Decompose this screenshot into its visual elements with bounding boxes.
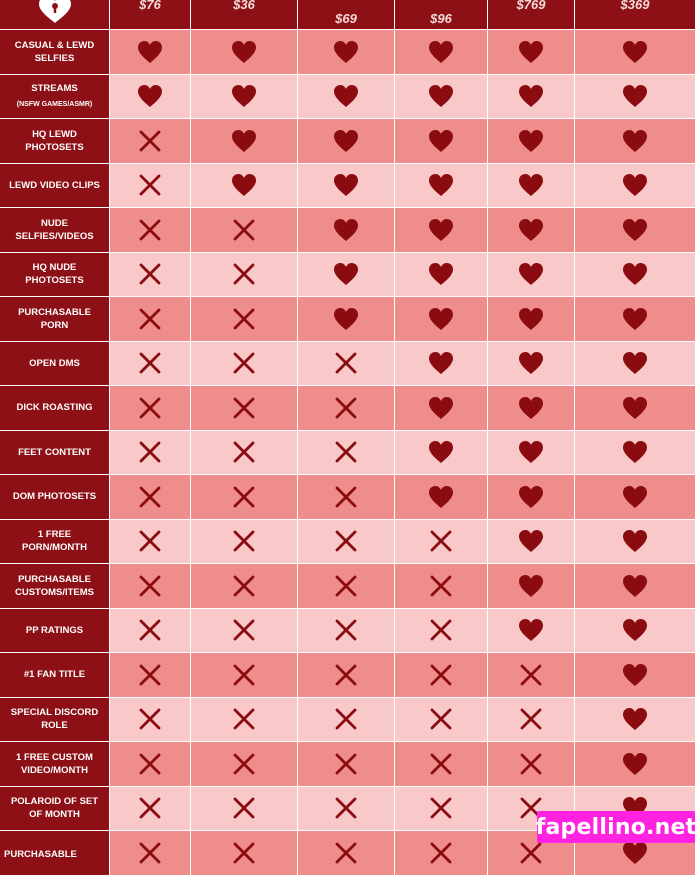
- tier-price-6: [575, 0, 696, 30]
- feature-label-cell: [0, 698, 110, 743]
- heart-icon: [137, 84, 163, 108]
- x-icon: [231, 529, 257, 553]
- excluded-cell: [110, 253, 191, 298]
- feature-label-cell: [0, 431, 110, 476]
- feature-row: [0, 431, 696, 476]
- price-header-row: [0, 0, 696, 30]
- tier-price-label: $76: [139, 0, 161, 12]
- excluded-cell: [191, 431, 298, 476]
- included-cell: [395, 342, 488, 387]
- excluded-cell: [110, 342, 191, 387]
- tier-price-label: $36: [233, 0, 255, 12]
- feature-label: DICK ROASTING: [16, 402, 93, 414]
- tier-price-label: $96: [430, 11, 452, 26]
- heart-icon: [518, 440, 544, 464]
- feature-label-cell: [0, 520, 110, 565]
- excluded-cell: [110, 564, 191, 609]
- x-icon: [231, 485, 257, 509]
- x-icon: [137, 485, 163, 509]
- included-cell: [298, 208, 395, 253]
- x-icon: [428, 574, 454, 598]
- x-icon: [333, 752, 359, 776]
- x-icon: [518, 663, 544, 687]
- excluded-cell: [395, 564, 488, 609]
- feature-label-cell: [0, 208, 110, 253]
- included-cell: [488, 30, 575, 75]
- x-icon: [137, 841, 163, 865]
- included-cell: [575, 119, 696, 164]
- included-cell: [575, 164, 696, 209]
- x-icon: [333, 618, 359, 642]
- excluded-cell: [395, 787, 488, 832]
- heart-icon: [518, 129, 544, 153]
- x-icon: [231, 396, 257, 420]
- included-cell: [575, 208, 696, 253]
- included-cell: [488, 475, 575, 520]
- x-icon: [428, 707, 454, 731]
- excluded-cell: [298, 653, 395, 698]
- tier-price-label: $69: [335, 11, 357, 26]
- feature-label: PURCHASABLE: [4, 849, 77, 861]
- heart-icon: [333, 262, 359, 286]
- included-cell: [488, 520, 575, 565]
- included-cell: [575, 698, 696, 743]
- x-icon: [137, 752, 163, 776]
- x-icon: [137, 262, 163, 286]
- included-cell: [575, 609, 696, 654]
- heart-icon: [333, 40, 359, 64]
- heart-icon: [231, 173, 257, 197]
- x-icon: [137, 663, 163, 687]
- feature-label: #1 FAN TITLE: [23, 669, 86, 681]
- excluded-cell: [298, 342, 395, 387]
- feature-label-cell: [0, 75, 110, 120]
- included-cell: [395, 75, 488, 120]
- heart-icon: [333, 129, 359, 153]
- excluded-cell: [191, 831, 298, 876]
- x-icon: [137, 440, 163, 464]
- x-icon: [231, 796, 257, 820]
- tier-price-4: [395, 0, 488, 30]
- x-icon: [137, 173, 163, 197]
- heart-icon: [428, 40, 454, 64]
- excluded-cell: [298, 742, 395, 787]
- feature-label-cell: [0, 475, 110, 520]
- included-cell: [191, 30, 298, 75]
- excluded-cell: [395, 520, 488, 565]
- x-icon: [428, 752, 454, 776]
- feature-row: [0, 386, 696, 431]
- included-cell: [575, 297, 696, 342]
- included-cell: [575, 653, 696, 698]
- included-cell: [298, 164, 395, 209]
- excluded-cell: [298, 698, 395, 743]
- included-cell: [110, 30, 191, 75]
- included-cell: [191, 164, 298, 209]
- excluded-cell: [488, 653, 575, 698]
- excluded-cell: [110, 653, 191, 698]
- included-cell: [488, 119, 575, 164]
- feature-label: PP RATINGS: [25, 624, 84, 636]
- heart-icon: [622, 663, 648, 687]
- tier-price-5: [488, 0, 575, 30]
- x-icon: [428, 529, 454, 553]
- feature-label: HQ NUDE PHOTOSETS: [25, 262, 84, 287]
- included-cell: [575, 431, 696, 476]
- feature-label: PURCHASABLE CUSTOMS/ITEMS: [15, 573, 94, 598]
- heart-icon: [428, 218, 454, 242]
- excluded-cell: [191, 698, 298, 743]
- x-icon: [333, 574, 359, 598]
- feature-label: OPEN DMS: [29, 357, 80, 369]
- excluded-cell: [110, 386, 191, 431]
- excluded-cell: [298, 564, 395, 609]
- excluded-cell: [298, 609, 395, 654]
- included-cell: [395, 208, 488, 253]
- x-icon: [137, 574, 163, 598]
- feature-label-cell: [0, 30, 110, 75]
- feature-label: POLAROID OF SET OF MONTH: [10, 796, 99, 821]
- x-icon: [333, 485, 359, 509]
- excluded-cell: [298, 386, 395, 431]
- included-cell: [395, 253, 488, 298]
- feature-label: NUDE SELFIES/VIDEOS: [15, 217, 94, 242]
- x-icon: [333, 396, 359, 420]
- heart-icon: [137, 40, 163, 64]
- feature-label: STREAMS: [31, 82, 78, 94]
- included-cell: [575, 386, 696, 431]
- heart-icon: [231, 129, 257, 153]
- heart-icon: [622, 218, 648, 242]
- heart-icon: [518, 40, 544, 64]
- excluded-cell: [110, 164, 191, 209]
- feature-label-cell: [0, 342, 110, 387]
- excluded-cell: [110, 831, 191, 876]
- included-cell: [395, 119, 488, 164]
- excluded-cell: [191, 386, 298, 431]
- included-cell: [298, 119, 395, 164]
- excluded-cell: [191, 742, 298, 787]
- heart-icon: [622, 40, 648, 64]
- feature-row: [0, 698, 696, 743]
- x-icon: [231, 351, 257, 375]
- included-cell: [575, 342, 696, 387]
- x-icon: [333, 440, 359, 464]
- excluded-cell: [191, 609, 298, 654]
- feature-row: [0, 653, 696, 698]
- feature-row: [0, 164, 696, 209]
- excluded-cell: [298, 520, 395, 565]
- feature-label-cell: [0, 297, 110, 342]
- excluded-cell: [191, 787, 298, 832]
- heart-icon: [518, 218, 544, 242]
- x-icon: [231, 841, 257, 865]
- heart-icon: [428, 440, 454, 464]
- heart-icon: [622, 351, 648, 375]
- x-icon: [137, 351, 163, 375]
- tier-price-1: [110, 0, 191, 30]
- included-cell: [488, 431, 575, 476]
- included-cell: [488, 386, 575, 431]
- feature-label-cell: [0, 609, 110, 654]
- heart-icon: [428, 262, 454, 286]
- included-cell: [298, 75, 395, 120]
- excluded-cell: [395, 831, 488, 876]
- x-icon: [333, 529, 359, 553]
- x-icon: [231, 707, 257, 731]
- tier-price-label: $369: [620, 0, 650, 12]
- x-icon: [333, 841, 359, 865]
- heart-icon: [428, 351, 454, 375]
- heart-icon: [231, 84, 257, 108]
- tier-price-3: [298, 0, 395, 30]
- excluded-cell: [110, 609, 191, 654]
- included-cell: [191, 75, 298, 120]
- feature-label-cell: [0, 742, 110, 787]
- included-cell: [488, 342, 575, 387]
- heart-icon: [622, 307, 648, 331]
- feature-row: [0, 30, 696, 75]
- excluded-cell: [298, 831, 395, 876]
- included-cell: [575, 30, 696, 75]
- feature-label: PURCHASABLE PORN: [18, 306, 91, 331]
- x-icon: [231, 618, 257, 642]
- heart-icon: [428, 485, 454, 509]
- included-cell: [395, 30, 488, 75]
- excluded-cell: [191, 520, 298, 565]
- heart-icon: [622, 752, 648, 776]
- included-cell: [488, 297, 575, 342]
- feature-label-cell: [0, 653, 110, 698]
- included-cell: [575, 564, 696, 609]
- x-icon: [428, 796, 454, 820]
- feature-row: [0, 297, 696, 342]
- x-icon: [333, 663, 359, 687]
- included-cell: [395, 431, 488, 476]
- tier-price-2: [191, 0, 298, 30]
- excluded-cell: [191, 342, 298, 387]
- x-icon: [333, 796, 359, 820]
- tier-price-label: $769: [516, 0, 546, 12]
- included-cell: [575, 475, 696, 520]
- x-icon: [137, 796, 163, 820]
- excluded-cell: [395, 698, 488, 743]
- included-cell: [488, 253, 575, 298]
- heart-icon: [428, 129, 454, 153]
- heart-icon: [518, 396, 544, 420]
- heart-icon: [622, 707, 648, 731]
- x-icon: [137, 707, 163, 731]
- included-cell: [488, 564, 575, 609]
- included-cell: [395, 297, 488, 342]
- x-icon: [231, 262, 257, 286]
- feature-label: HQ LEWD PHOTOSETS: [25, 128, 84, 153]
- excluded-cell: [110, 475, 191, 520]
- x-icon: [231, 663, 257, 687]
- heart-icon: [622, 618, 648, 642]
- feature-label-cell: [0, 119, 110, 164]
- x-icon: [231, 752, 257, 776]
- heart-icon: [518, 618, 544, 642]
- heart-icon: [518, 84, 544, 108]
- feature-label-cell: [0, 164, 110, 209]
- heart-icon: [518, 485, 544, 509]
- feature-label: SPECIAL DISCORD ROLE: [10, 707, 99, 732]
- x-icon: [333, 351, 359, 375]
- x-icon: [231, 440, 257, 464]
- excluded-cell: [191, 297, 298, 342]
- heart-icon: [333, 173, 359, 197]
- logo-cell: [0, 0, 110, 30]
- included-cell: [191, 119, 298, 164]
- heart-icon: [333, 84, 359, 108]
- heart-icon: [518, 307, 544, 331]
- x-icon: [518, 707, 544, 731]
- feature-row: [0, 520, 696, 565]
- heart-icon: [428, 396, 454, 420]
- x-icon: [518, 752, 544, 776]
- excluded-cell: [395, 653, 488, 698]
- feature-row: [0, 564, 696, 609]
- heart-icon: [622, 529, 648, 553]
- excluded-cell: [488, 742, 575, 787]
- feature-label-cell: [0, 564, 110, 609]
- heart-icon: [231, 40, 257, 64]
- x-icon: [137, 218, 163, 242]
- excluded-cell: [395, 609, 488, 654]
- feature-row: [0, 742, 696, 787]
- excluded-cell: [191, 208, 298, 253]
- heart-icon: [622, 84, 648, 108]
- feature-label-cell: [0, 253, 110, 298]
- heart-icon: [622, 129, 648, 153]
- feature-sublabel: (NSFW GAMES/ASMR): [16, 100, 93, 108]
- feature-row: [0, 475, 696, 520]
- heart-lock-icon: [35, 0, 75, 24]
- feature-label: LEWD VIDEO CLIPS: [9, 179, 100, 191]
- included-cell: [298, 253, 395, 298]
- excluded-cell: [110, 297, 191, 342]
- heart-icon: [622, 396, 648, 420]
- feature-row: [0, 342, 696, 387]
- feature-label: FEET CONTENT: [18, 446, 91, 458]
- feature-label: 1 FREE CUSTOM VIDEO/MONTH: [16, 751, 93, 776]
- excluded-cell: [110, 119, 191, 164]
- heart-icon: [428, 307, 454, 331]
- feature-row: [0, 609, 696, 654]
- included-cell: [488, 609, 575, 654]
- feature-label-cell: [0, 831, 110, 876]
- excluded-cell: [110, 520, 191, 565]
- heart-icon: [622, 485, 648, 509]
- included-cell: [488, 164, 575, 209]
- x-icon: [333, 707, 359, 731]
- heart-icon: [518, 529, 544, 553]
- included-cell: [298, 297, 395, 342]
- included-cell: [488, 208, 575, 253]
- feature-row: [0, 119, 696, 164]
- feature-label-cell: [0, 386, 110, 431]
- heart-icon: [333, 307, 359, 331]
- x-icon: [518, 841, 544, 865]
- excluded-cell: [298, 787, 395, 832]
- excluded-cell: [191, 564, 298, 609]
- x-icon: [428, 663, 454, 687]
- excluded-cell: [110, 208, 191, 253]
- included-cell: [575, 253, 696, 298]
- excluded-cell: [110, 742, 191, 787]
- included-cell: [395, 475, 488, 520]
- feature-label: 1 FREE PORN/MONTH: [22, 529, 87, 554]
- x-icon: [137, 307, 163, 331]
- excluded-cell: [191, 475, 298, 520]
- watermark: fapellino.net: [537, 811, 695, 843]
- x-icon: [231, 574, 257, 598]
- heart-icon: [622, 574, 648, 598]
- excluded-cell: [191, 653, 298, 698]
- heart-icon: [333, 218, 359, 242]
- x-icon: [231, 218, 257, 242]
- heart-icon: [518, 262, 544, 286]
- excluded-cell: [298, 431, 395, 476]
- x-icon: [137, 529, 163, 553]
- x-icon: [137, 396, 163, 420]
- included-cell: [488, 75, 575, 120]
- x-icon: [137, 129, 163, 153]
- excluded-cell: [110, 431, 191, 476]
- excluded-cell: [110, 698, 191, 743]
- feature-label: CASUAL & LEWD SELFIES: [14, 39, 95, 64]
- excluded-cell: [110, 787, 191, 832]
- heart-icon: [518, 574, 544, 598]
- feature-label: DOM PHOTOSETS: [12, 491, 97, 503]
- feature-row: [0, 208, 696, 253]
- excluded-cell: [395, 742, 488, 787]
- included-cell: [575, 75, 696, 120]
- excluded-cell: [298, 475, 395, 520]
- feature-label-cell: [0, 787, 110, 832]
- heart-icon: [622, 440, 648, 464]
- heart-icon: [428, 84, 454, 108]
- feature-row: [0, 75, 696, 120]
- x-icon: [137, 618, 163, 642]
- feature-row: [0, 253, 696, 298]
- included-cell: [298, 30, 395, 75]
- x-icon: [428, 841, 454, 865]
- included-cell: [110, 75, 191, 120]
- heart-icon: [518, 173, 544, 197]
- excluded-cell: [488, 698, 575, 743]
- included-cell: [395, 164, 488, 209]
- included-cell: [575, 742, 696, 787]
- x-icon: [231, 307, 257, 331]
- excluded-cell: [191, 253, 298, 298]
- heart-icon: [518, 351, 544, 375]
- heart-icon: [622, 841, 648, 865]
- x-icon: [428, 618, 454, 642]
- included-cell: [575, 520, 696, 565]
- heart-icon: [428, 173, 454, 197]
- heart-icon: [622, 262, 648, 286]
- included-cell: [395, 386, 488, 431]
- heart-icon: [622, 173, 648, 197]
